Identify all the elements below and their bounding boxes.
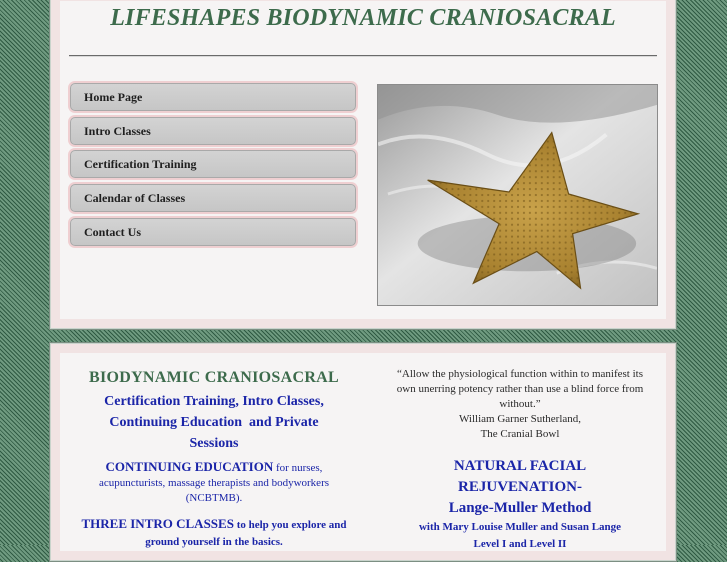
header-panel-inner	[60, 1, 666, 319]
continuing-education-text	[72, 459, 356, 506]
starfish-photo	[377, 84, 658, 306]
right-column	[388, 367, 652, 553]
header-divider	[69, 55, 657, 57]
nav-item-contact-us[interactable]: Contact Us	[70, 218, 356, 246]
intro-classes-lead: THREE INTRO CLASSES	[81, 516, 234, 531]
facial-heading-line-3: Lange-Muller Method	[448, 500, 592, 516]
facial-heading-line-2: REJUVENATION-	[458, 479, 582, 495]
nav-item-intro-classes[interactable]: Intro Classes	[70, 117, 356, 145]
site-title: LIFESHAPES BIODYNAMIC CRANIOSACRAL	[110, 5, 616, 31]
continuing-education-description: for nurses, acupuncturists, massage therapists and bodyworkers (NCBTMB).	[98, 462, 330, 504]
sutherland-quote	[388, 367, 652, 442]
offerings-line-2: Continuing Education	[109, 415, 243, 430]
offerings-line-3: Sessions	[189, 436, 239, 451]
offerings-line-1: Certification Training, Intro Classes,	[104, 394, 324, 409]
nav-item-certification-training[interactable]: Certification Training	[70, 150, 356, 178]
left-column	[72, 369, 356, 551]
content-panel	[49, 342, 677, 562]
quote-source: The Cranial Bowl	[480, 428, 560, 440]
credit-line-2: Level I and Level II	[473, 538, 567, 550]
credit-line-1: with Mary Louise Muller and Susan Lange	[418, 521, 622, 533]
nav-item-home-page[interactable]: Home Page	[70, 83, 356, 111]
nav-item-calendar-of-classes[interactable]: Calendar of Classes	[70, 184, 356, 212]
intro-classes-description: to help you explore and ground yourself in the basics.	[145, 519, 347, 548]
facial-heading-line-1: NATURAL FACIAL	[453, 458, 587, 474]
quote-author: William Garner Sutherland,	[458, 413, 582, 425]
facial-rejuvenation-heading	[388, 456, 652, 519]
intro-classes-text	[72, 515, 356, 551]
instructors-credit	[388, 519, 652, 553]
content-panel-inner	[60, 353, 666, 551]
offerings-subheading	[72, 391, 356, 454]
offerings-and-private: and Private	[249, 415, 319, 430]
continuing-education-heading: CONTINUING EDUCATION	[105, 459, 274, 474]
header-panel	[49, 0, 677, 330]
quote-text: “Allow the physiological function within to manifest its own unerring potency rather than use a blind force from without.”	[396, 368, 644, 410]
main-nav	[70, 83, 356, 251]
section-heading-craniosacral: BIODYNAMIC CRANIOSACRAL	[88, 369, 340, 386]
